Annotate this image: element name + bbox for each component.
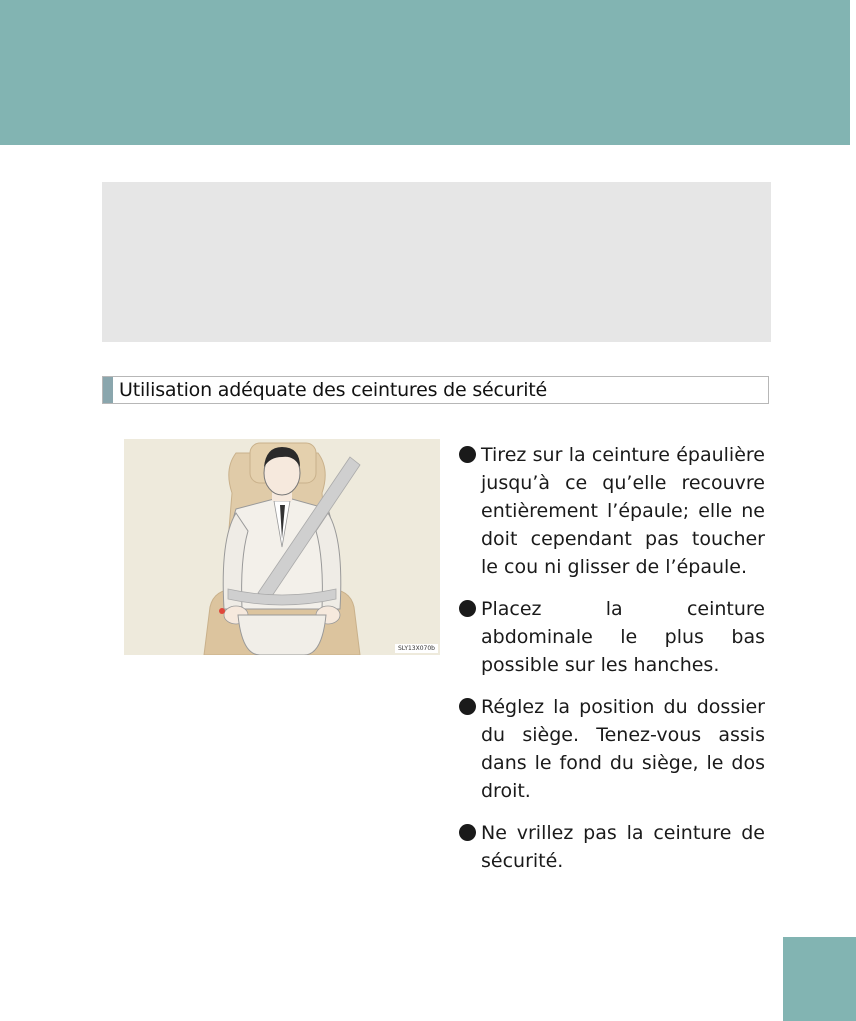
instruction-list: [459, 441, 765, 889]
section-title: Utilisation adéquate des ceintures de sécurité: [119, 379, 548, 401]
list-item: [459, 819, 765, 875]
seatbelt-illustration: [124, 439, 440, 655]
instruction-text: Tirez sur la ceinture épaulière jusqu’à ce qu’elle recouvre entièrement l’épaule; elle ne doit cependant pas toucher le cou ni glisser de l’épaule.: [481, 444, 765, 578]
bullet-icon: [459, 698, 476, 715]
instruction-text: Ne vrillez pas la ceinture de sécurité.: [481, 822, 765, 872]
list-item: [459, 441, 765, 581]
bullet-icon: [459, 600, 476, 617]
section-header-accent-bar: [103, 377, 113, 403]
info-box: [102, 182, 771, 342]
list-item: [459, 595, 765, 679]
page-corner-tab: [783, 937, 856, 1021]
instruction-text: Placez la ceinture abdominale le plus bas possible sur les hanches.: [481, 598, 765, 676]
bullet-icon: [459, 824, 476, 841]
list-item: [459, 693, 765, 805]
top-header-band: [0, 0, 850, 145]
bullet-icon: [459, 446, 476, 463]
seated-person-drawing: [124, 439, 440, 655]
instruction-text: Réglez la position du dossier du siège. Tenez-vous assis dans le fond du siège, le dos droit.: [481, 696, 765, 802]
illustration-code: SLY13X070b: [395, 644, 438, 653]
section-header: [102, 376, 769, 404]
